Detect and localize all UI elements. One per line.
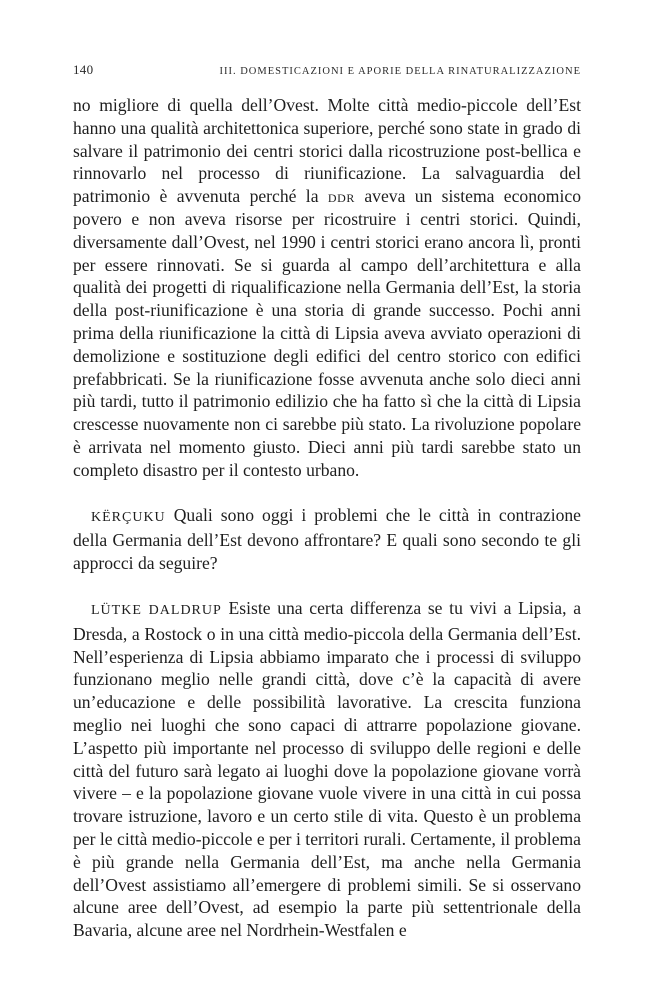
chapter-title: III. DOMESTICAZIONI E APORIE DELLA RINATURALIZZAZIONE xyxy=(219,66,581,77)
paragraph-text: no migliore di quella dell’Ovest. Molte città medio-piccole dell’Est hanno una qualità architettonica superiore, perché sono state in grado di salvare il patrimonio dei centri storici dalla ricostruzione post-bellica e rinnovarlo nel processo di riunificazione. La salvaguardia del patrimonio è avvenuta perché la xyxy=(73,95,581,207)
paragraph-gap xyxy=(73,482,581,504)
book-page xyxy=(73,62,581,942)
question-text: Quali sono oggi i problemi che le città in contrazione della Germania dell’Est devono affrontare? E quali sono secondo te gli approcci da seguire? xyxy=(73,504,581,574)
paragraph-text: aveva un sistema economico povero e non aveva risorse per ricostruire i centri storici. Quindi, diversamente dall’Ovest, nel 1990 i centri storici erano ancora lì, pronti per essere rinnovati. Se si guarda al campo dell’architettura e alla qualità dei progetti di riqualificazione nella Germania dell’Est, la storia della post-riunificazione è una storia di grande successo. Pochi anni prima della riunificazione la città di Lipsia aveva avviato operazioni di demolizione e sostituzione degli edifici del centro storico con edifici prefabbricati. Se la riunificazione fosse avvenuta anche solo dieci anni più tardi, tutto il patrimonio edilizio che ha fatto sì che la città di Lipsia crescesse nuovamente non ci sarebbe più stato. La rivoluzione popolare è arrivata nel momento giusto. Dieci anni più tardi sarebbe stato un completo disastro per il contesto urbano. xyxy=(73,186,581,480)
speaker-name: LÜTKE DALDRUP xyxy=(91,602,222,618)
speaker-name: KËRÇUKU xyxy=(91,509,166,525)
answer-paragraph xyxy=(73,597,581,942)
answer-text: Esiste una certa differenza se tu vivi a Lipsia, a Dresda, a Rostock o in una città medio-piccola della Germania dell’Est. Nell’esperienza di Lipsia abbiamo imparato che i processi di sviluppo funzionano meglio nelle grandi città, dove c’è la capacità di avere un’educazione e delle possibilità lavorative. La crescita funziona meglio nei luoghi che sono capaci di attrarre popolazione giovane. L’aspetto più importante nel processo di sviluppo delle regioni e delle città del futuro sarà legato ai luoghi dove la popolazione giovane vorrà vivere – e la popolazione giovane vuole vivere in una città in cui possa trovare istruzione, lavoro e un certo stile di vita. Questo è un problema per le città medio-piccole e per i territori rurali. Certamente, il problema è più grande nella Germania dell’Est, ma anche nella Germania dell’Ovest assistiamo all’emergere di problemi simili. Se si osservano alcune aree dell’Ovest, ad esempio la parte più settentrionale della Bavaria, alcune aree nel Nordrhein-Westfalen e xyxy=(73,597,582,941)
page-number: 140 xyxy=(73,62,94,77)
paragraph-gap xyxy=(73,575,581,597)
abbreviation-ddr: ddr xyxy=(327,186,355,207)
paragraph-continuation xyxy=(73,94,581,482)
body-text xyxy=(73,94,581,942)
question-paragraph xyxy=(73,504,581,575)
running-head xyxy=(73,62,581,82)
